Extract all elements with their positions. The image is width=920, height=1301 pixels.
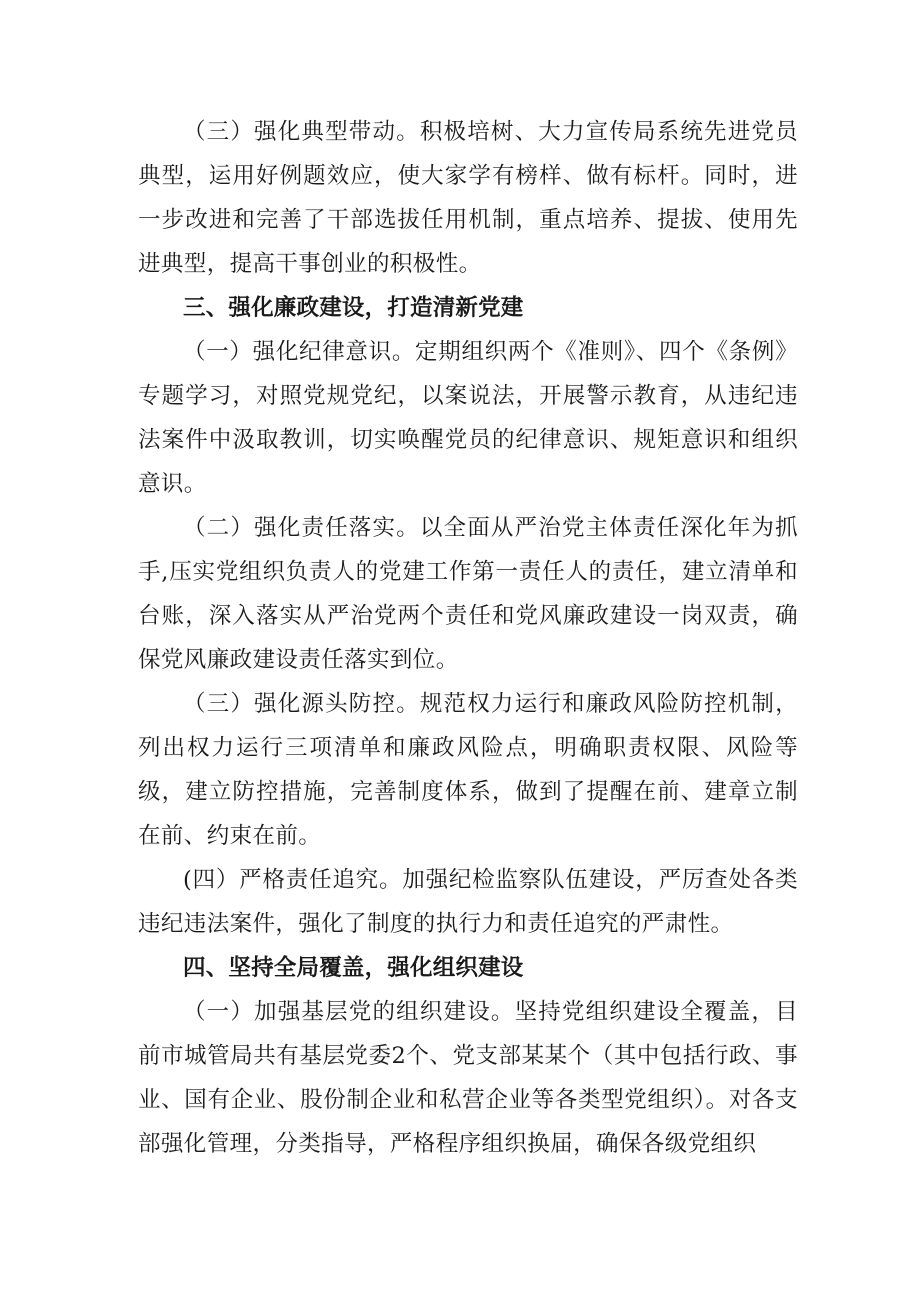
paragraph-accountability: (四）严格责任追究。加强纪检监察队伍建设，严厉查处各类违纪违法案件，强化了制度的执行力和责任追究的严肃性。 (138, 867, 798, 937)
section-heading-integrity-building: 三、强化廉政建设，打造清新党建 (183, 295, 524, 321)
paragraph-grassroots-organization: （一）加强基层党的组织建设。坚持党组织建设全覆盖，目前市城管局共有基层党委2个、党支部某某个（其中包括行政、事业、国有企业、股份制企业和私营企业等各类型党组织）。对各支部强化管理，分类指导，严格程序组织换届，确保各级党组织 (138, 999, 798, 1157)
document-body (138, 110, 798, 1166)
paragraph-source-prevention: （三）强化源头防控。规范权力运行和廉政风险防控机制，列出权力运行三项清单和廉政风险点，明确职责权限、风险等级，建立防控措施，完善制度体系，做到了提醒在前、建章立制在前、约束在前。 (138, 691, 798, 849)
paragraph-responsibility-implementation: （二）强化责任落实。以全面从严治党主体责任深化年为抓手,压实党组织负责人的党建工作第一责任人的责任，建立清单和台账，深入落实从严治党两个责任和党风廉政建设一岗双责，确保党风廉政建设责任落实到位。 (138, 515, 798, 673)
paragraph-typical-example: （三）强化典型带动。积极培树、大力宣传局系统先进党员典型，运用好例题效应，使大家学有榜样、做有标杆。同时，进一步改进和完善了干部选拔任用机制，重点培养、提拔、使用先进典型，提高干事创业的积极性。 (138, 119, 798, 277)
section-heading-organization-building: 四、坚持全局覆盖，强化组织建设 (183, 955, 524, 981)
paragraph-discipline-awareness: （一）强化纪律意识。定期组织两个《准则》、四个《条例》专题学习，对照党规党纪，以案说法，开展警示教育，从违纪违法案件中汲取教训，切实唤醒党员的纪律意识、规矩意识和组织意识。 (138, 339, 798, 497)
